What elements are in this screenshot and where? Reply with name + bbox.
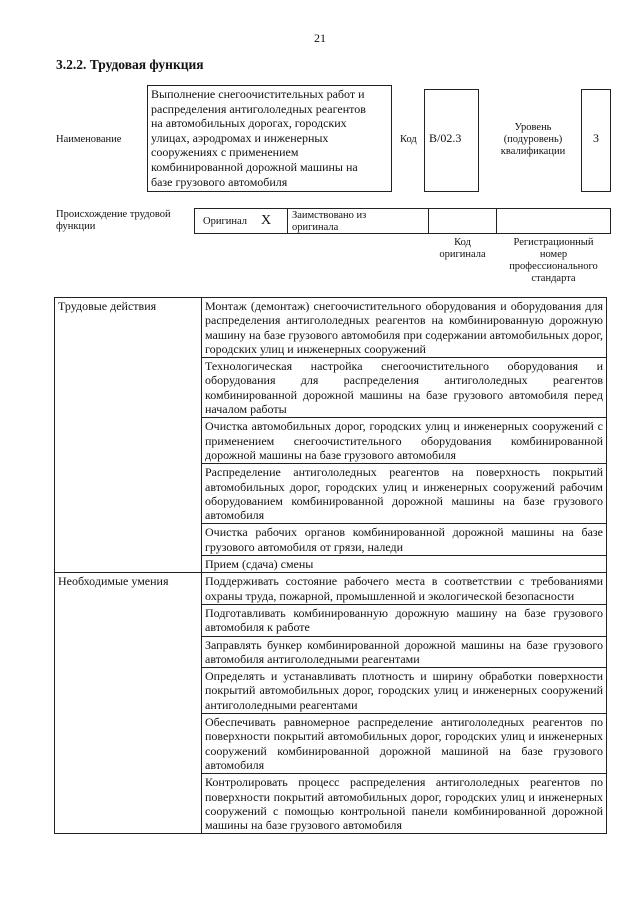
list-item: Прием (сдача) смены bbox=[202, 556, 607, 573]
list-item: Очистка рабочих органов комбинированной дорожной машины на базе грузового автомобиля от грязи, наледи bbox=[202, 524, 607, 556]
list-item: Распределение антигололедных реагентов на поверхность покрытий автомобильных дорог, городских улиц и инженерных сооружений рабочим оборудованием комбинированной дорожной машины на базе грузового автомобиля bbox=[202, 464, 607, 524]
original-cell bbox=[194, 208, 288, 234]
list-item: Монтаж (демонтаж) снегоочистительного оборудования и оборудования для распределения антигололедных реагентов на комбинированную дорожную машину на базе грузового автомобиля при содержании автомобильных дорог, городских улиц и инженерных сооружений bbox=[202, 298, 607, 358]
list-item: Определять и устанавливать плотность и ширину обработки поверхности покрытий автомобильных дорог, городских улиц и инженерных сооружений антигололедными реагентами bbox=[202, 668, 607, 714]
list-item: Контролировать процесс распределения антигололедных реагентов по поверхности покрытий автомобильных дорог, городских улиц и инженерных сооружений с помощью контрольной панели комбинированной дорожной машины на базе грузового автомобиля bbox=[202, 774, 607, 834]
level-label: Уровень (подуровень) квалификации bbox=[500, 122, 566, 157]
code-value: B/02.3 bbox=[424, 89, 479, 192]
table-row bbox=[55, 298, 607, 358]
section-title-labor-actions: Трудовые действия bbox=[55, 298, 202, 573]
list-item: Подготавливать комбинированную дорожную машину на базе грузового автомобиля к работе bbox=[202, 604, 607, 636]
section-title-required-skills: Необходимые умения bbox=[55, 573, 202, 834]
level-value: 3 bbox=[581, 89, 611, 192]
code-original-caption: Код оригинала bbox=[439, 237, 486, 260]
table-row bbox=[55, 573, 607, 605]
registry-number-caption: Регистрационный номер профессионального стандарта bbox=[509, 237, 598, 284]
list-item: Очистка автомобильных дорог, городских улиц и инженерных сооружений с применением снегоочистительного оборудования комбинированной дорожной машины на базе грузового автомобиля bbox=[202, 418, 607, 464]
section-title: 3.2.2. Трудовая функция bbox=[56, 57, 204, 72]
code-original-box bbox=[428, 208, 497, 234]
origin-label: Происхождение трудовой функции bbox=[56, 209, 171, 232]
function-name-value: Выполнение снегоочистительных работ и распределения антигололедных реагентов на автомобильных дорогах, городских улицах, аэродромах и инженерных сооружениях с применением комбинированной дорожной машины на базе грузового автомобиля bbox=[147, 85, 392, 192]
page-number: 21 bbox=[314, 31, 326, 45]
registry-number-box bbox=[496, 208, 611, 234]
code-label: Код bbox=[400, 134, 417, 145]
original-label: Оригинал bbox=[203, 216, 247, 227]
list-item: Обеспечивать равномерное распределение антигололедных реагентов по поверхности покрытий автомобильных дорог, городских улиц и инженерных сооружений комбинированной дорожной машиной на базе грузового автомобиля bbox=[202, 714, 607, 774]
name-label: Наименование bbox=[56, 134, 122, 145]
list-item: Заправлять бункер комбинированной дорожной машины на базе грузового автомобиля антигололедными реагентами bbox=[202, 636, 607, 668]
borrowed-cell: Заимствовано из оригинала bbox=[287, 208, 429, 234]
labor-functions-table bbox=[54, 297, 607, 834]
list-item: Технологическая настройка снегоочистительного оборудования и оборудования для распределения антигололедных реагентов комбинированной дорожной машины на базе грузового автомобиля перед началом работы bbox=[202, 358, 607, 418]
original-mark: X bbox=[261, 213, 272, 228]
list-item: Поддерживать состояние рабочего места в соответствии с требованиями охраны труда, пожарной, промышленной и экологической безопасности bbox=[202, 573, 607, 605]
